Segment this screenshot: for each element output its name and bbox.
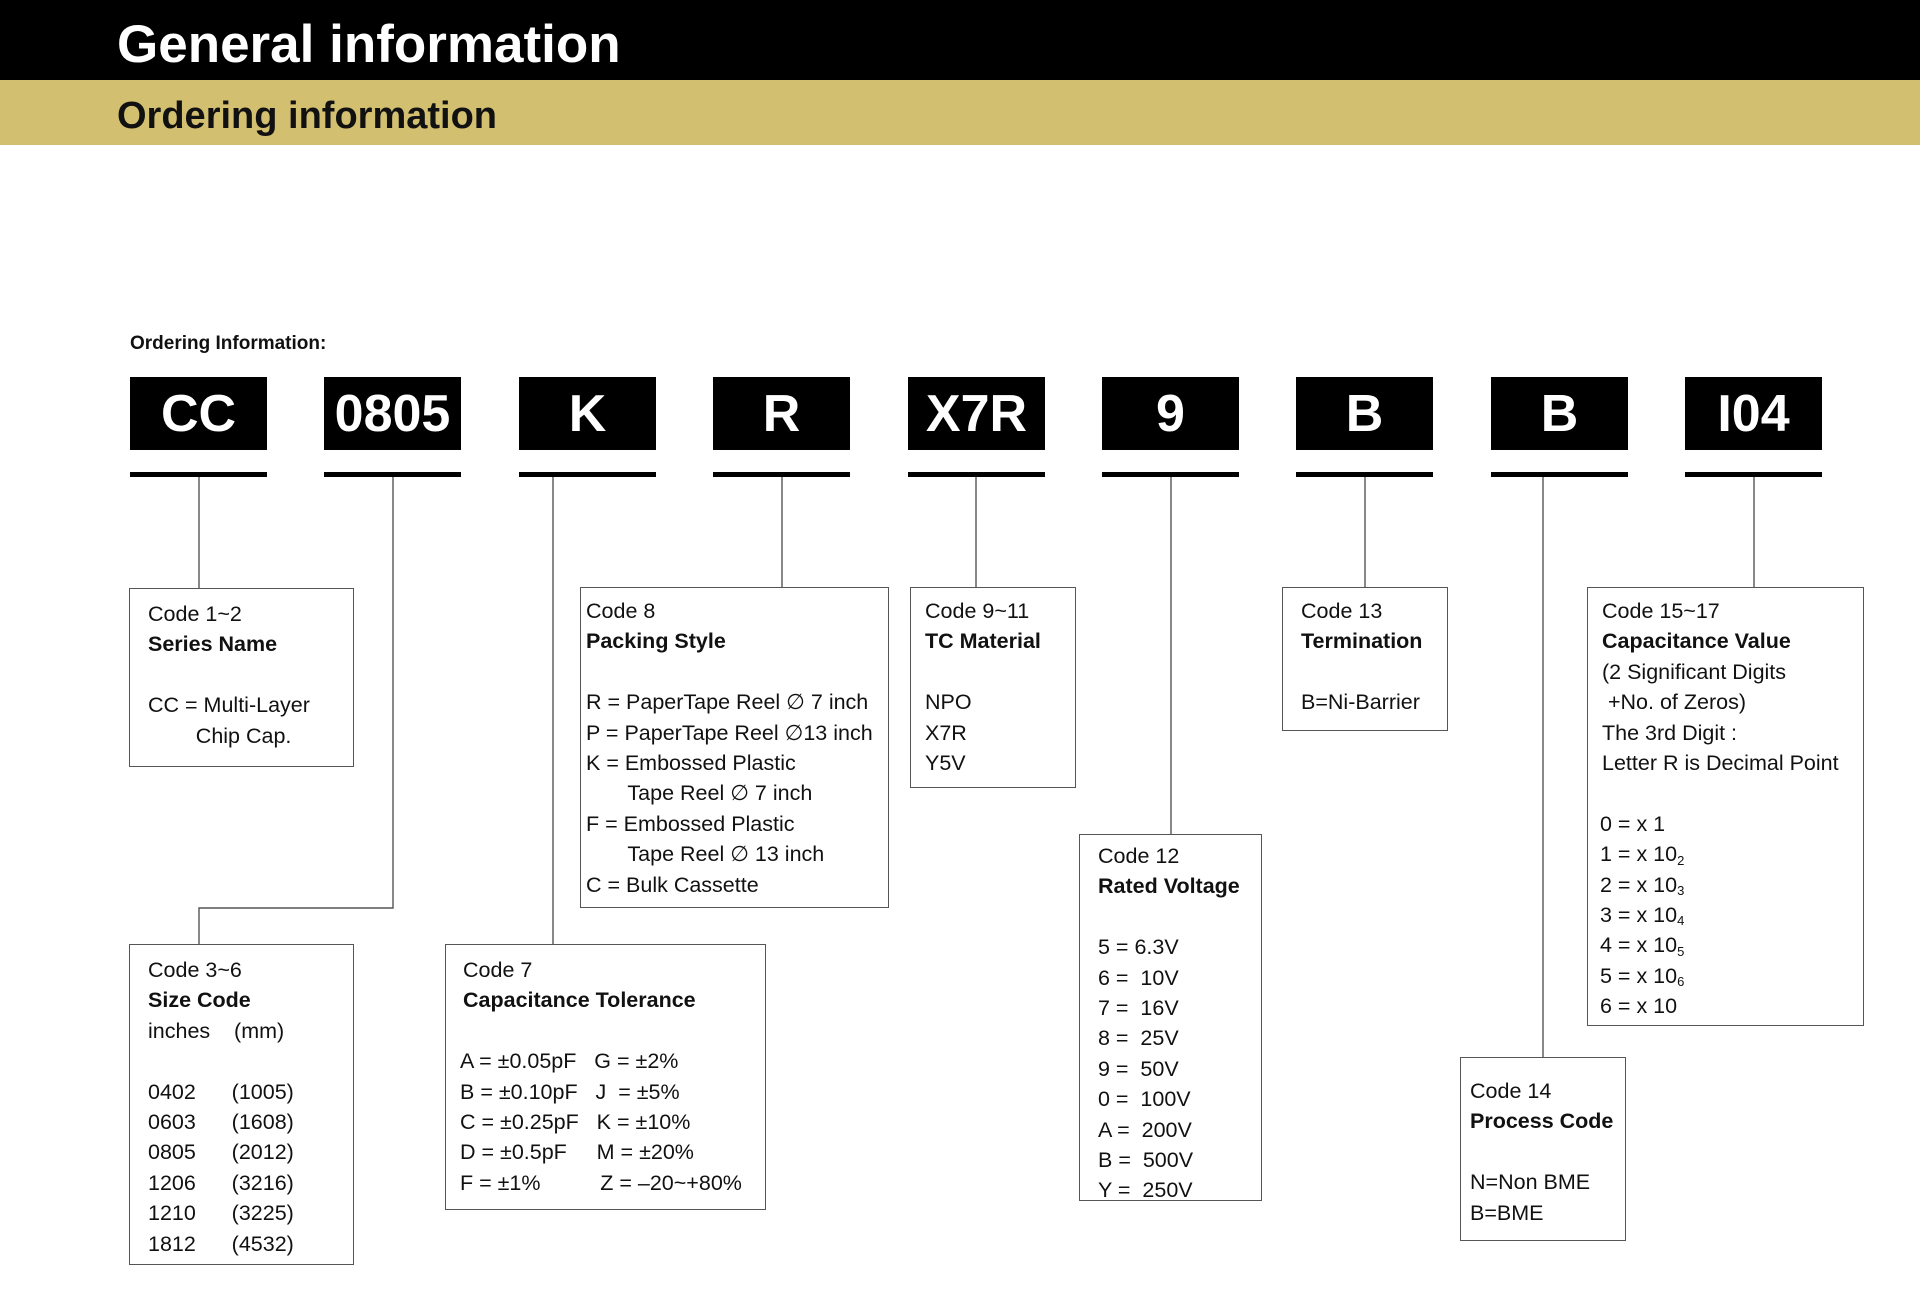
packing-line: F = Embossed Plastic [586,811,795,836]
series-line: Chip Cap. [148,723,292,748]
capvalue-code: Code 15~17 [1602,599,1720,623]
packing-line: K = Embossed Plastic [586,751,796,776]
voltage-line: 0 = 100V [1098,1087,1191,1112]
series-name-box [129,588,354,767]
size-line: 1812 (4532) [148,1231,294,1256]
code-block-tolerance: K [519,377,656,450]
rated-voltage-box [1079,834,1262,1201]
multiplier-row: 4 = x $10^4$ [1600,913,1685,958]
size-line: 0603 (1608) [148,1110,294,1135]
tolerance-line: C = ±0.25pF K = ±10% [460,1110,691,1135]
code-block-tc: X7R [908,377,1045,450]
termination-code: Code 13 [1301,599,1383,623]
tc-code: Code 9~11 [925,599,1030,623]
tolerance-line: A = ±0.05pF G = ±2% [460,1049,679,1074]
voltage-title: Rated Voltage [1098,874,1240,899]
termination-line: B=Ni-Barrier [1301,690,1420,715]
tc-line: Y5V [925,751,966,776]
tc-material-box [910,587,1076,788]
termination-title: Termination [1301,629,1423,654]
multiplier-row: 2 = x $10^2$ [1600,852,1685,897]
multiplier-row: 6 = x $10^6$ [1600,974,1685,1019]
size-title: Size Code [148,988,251,1013]
packing-line: P = PaperTape Reel ∅13 inch [586,720,873,745]
size-line: 0402 (1005) [148,1079,294,1104]
code-block-packing: R [713,377,850,450]
process-code-box [1460,1057,1626,1241]
multiplier-row: 0 = x 1 [1600,811,1666,836]
capvalue-title: Capacitance Value [1602,629,1791,654]
process-line: N=Non BME [1470,1170,1591,1195]
series-title: Series Name [148,632,278,657]
packing-style-box [580,587,889,908]
process-title: Process Code [1470,1109,1614,1134]
tc-title: TC Material [925,629,1041,654]
process-code: Code 14 [1470,1079,1552,1103]
section-title: Ordering information [117,95,497,137]
voltage-line: 6 = 10V [1098,965,1179,990]
multiplier-row: 3 = x $10^3$ [1600,883,1685,928]
tolerance-line: B = ±0.10pF J = ±5% [460,1079,680,1104]
packing-code: Code 8 [586,599,656,623]
tolerance-line: F = ±1% Z = –20~+80% [460,1170,742,1195]
code-block-termination: B [1296,377,1433,450]
size-line: 1210 (3225) [148,1201,294,1226]
size-line: 0805 (2012) [148,1140,294,1165]
packing-title: Packing Style [586,629,726,654]
tolerance-line: D = ±0.5pF M = ±20% [460,1140,694,1165]
code-block-voltage: 9 [1102,377,1239,450]
series-line: CC = Multi-Layer [148,693,310,718]
voltage-line: 5 = 6.3V [1098,935,1179,960]
termination-box [1282,587,1448,731]
voltage-line: 9 = 50V [1098,1056,1179,1081]
tc-line: X7R [925,720,967,745]
code-block-capvalue: I04 [1685,377,1822,450]
code-block-series: CC [130,377,267,450]
size-subtitle: inches (mm) [148,1018,285,1043]
ordering-info-label: Ordering Information: [130,333,327,354]
tolerance-code: Code 7 [463,958,533,982]
voltage-line: 7 = 16V [1098,996,1179,1021]
capacitance-value-box [1587,587,1864,1026]
code-block-process: B [1491,377,1628,450]
packing-line: R = PaperTape Reel ∅ 7 inch [586,690,869,715]
capvalue-line: (2 Significant Digits [1602,659,1787,684]
capvalue-line: The 3rd Digit : [1602,720,1738,745]
packing-line: Tape Reel ∅ 7 inch [586,781,813,806]
voltage-line: A = 200V [1098,1117,1192,1142]
voltage-line: Y = 250V [1098,1178,1193,1203]
page-title: General information [117,15,621,74]
code-block-size: 0805 [324,377,461,450]
multiplier-row: 5 = x $10^5$ [1600,943,1685,988]
voltage-line: 8 = 25V [1098,1026,1179,1051]
tolerance-title: Capacitance Tolerance [463,988,696,1013]
tolerance-box [445,944,766,1210]
process-line: B=BME [1470,1200,1544,1225]
multiplier-row: 1 = x 10 [1600,842,1678,867]
series-code: Code 1~2 [148,602,242,626]
capvalue-line: +No. of Zeros) [1602,690,1746,715]
packing-line: Tape Reel ∅ 13 inch [586,842,825,867]
voltage-line: B = 500V [1098,1148,1194,1173]
capvalue-line: Letter R is Decimal Point [1602,751,1839,776]
tc-line: NPO [925,690,972,715]
size-line: 1206 (3216) [148,1170,294,1195]
voltage-code: Code 12 [1098,844,1180,868]
size-code-box [129,944,354,1265]
packing-line: C = Bulk Cassette [586,872,759,897]
size-code: Code 3~6 [148,958,242,982]
